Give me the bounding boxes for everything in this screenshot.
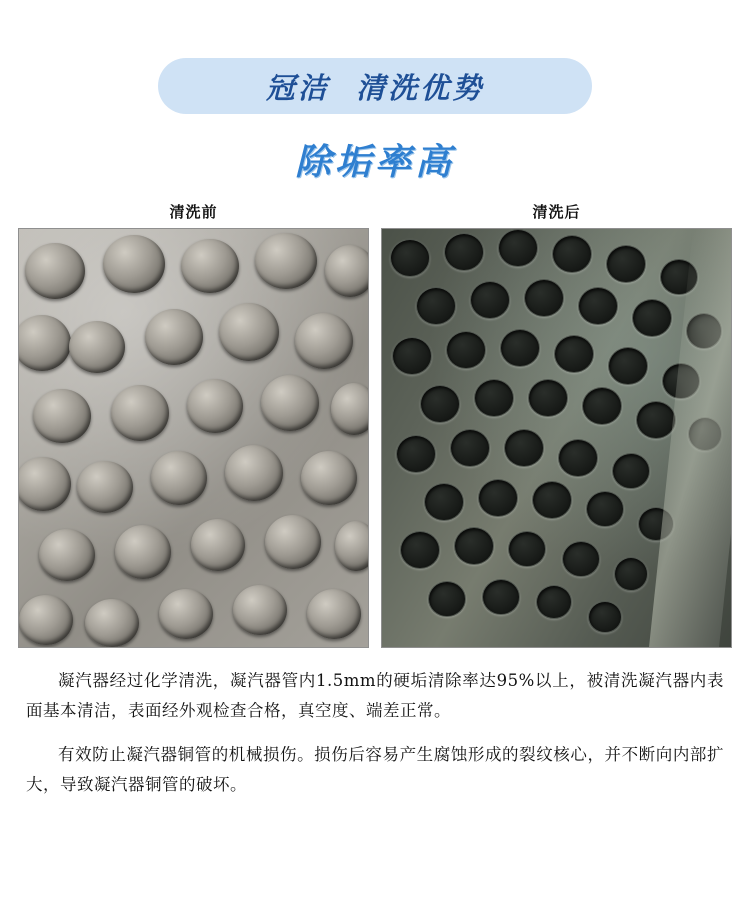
banner-title: 冠洁 清洗优势 — [265, 70, 485, 105]
caption-after: 清洗后 — [532, 203, 581, 221]
photo-before-cleaning — [18, 228, 369, 648]
caption-before: 清洗前 — [169, 203, 218, 221]
paragraph-1: 凝汽器经过化学清洗，凝汽器管内1.5mm的硬垢清除率达95%以上，被清洗凝汽器内表面基本清洁，表面经外观检查合格，真空度、端差正常。 — [26, 671, 724, 720]
photo-comparison — [0, 228, 750, 648]
subtitle-container — [0, 134, 750, 185]
photo-after-cleaning — [381, 228, 732, 648]
photo-captions — [0, 201, 750, 222]
tube-holes-scaled — [19, 229, 368, 647]
page-subtitle: 除垢率高 — [294, 142, 455, 183]
title-banner — [158, 58, 592, 114]
paragraph-2: 有效防止凝汽器铜管的机械损伤。损伤后容易产生腐蚀形成的裂纹核心，并不断向内部扩大，导致凝汽器铜管的破坏。 — [26, 745, 724, 794]
body-copy — [0, 666, 750, 800]
banner-container — [0, 0, 750, 114]
